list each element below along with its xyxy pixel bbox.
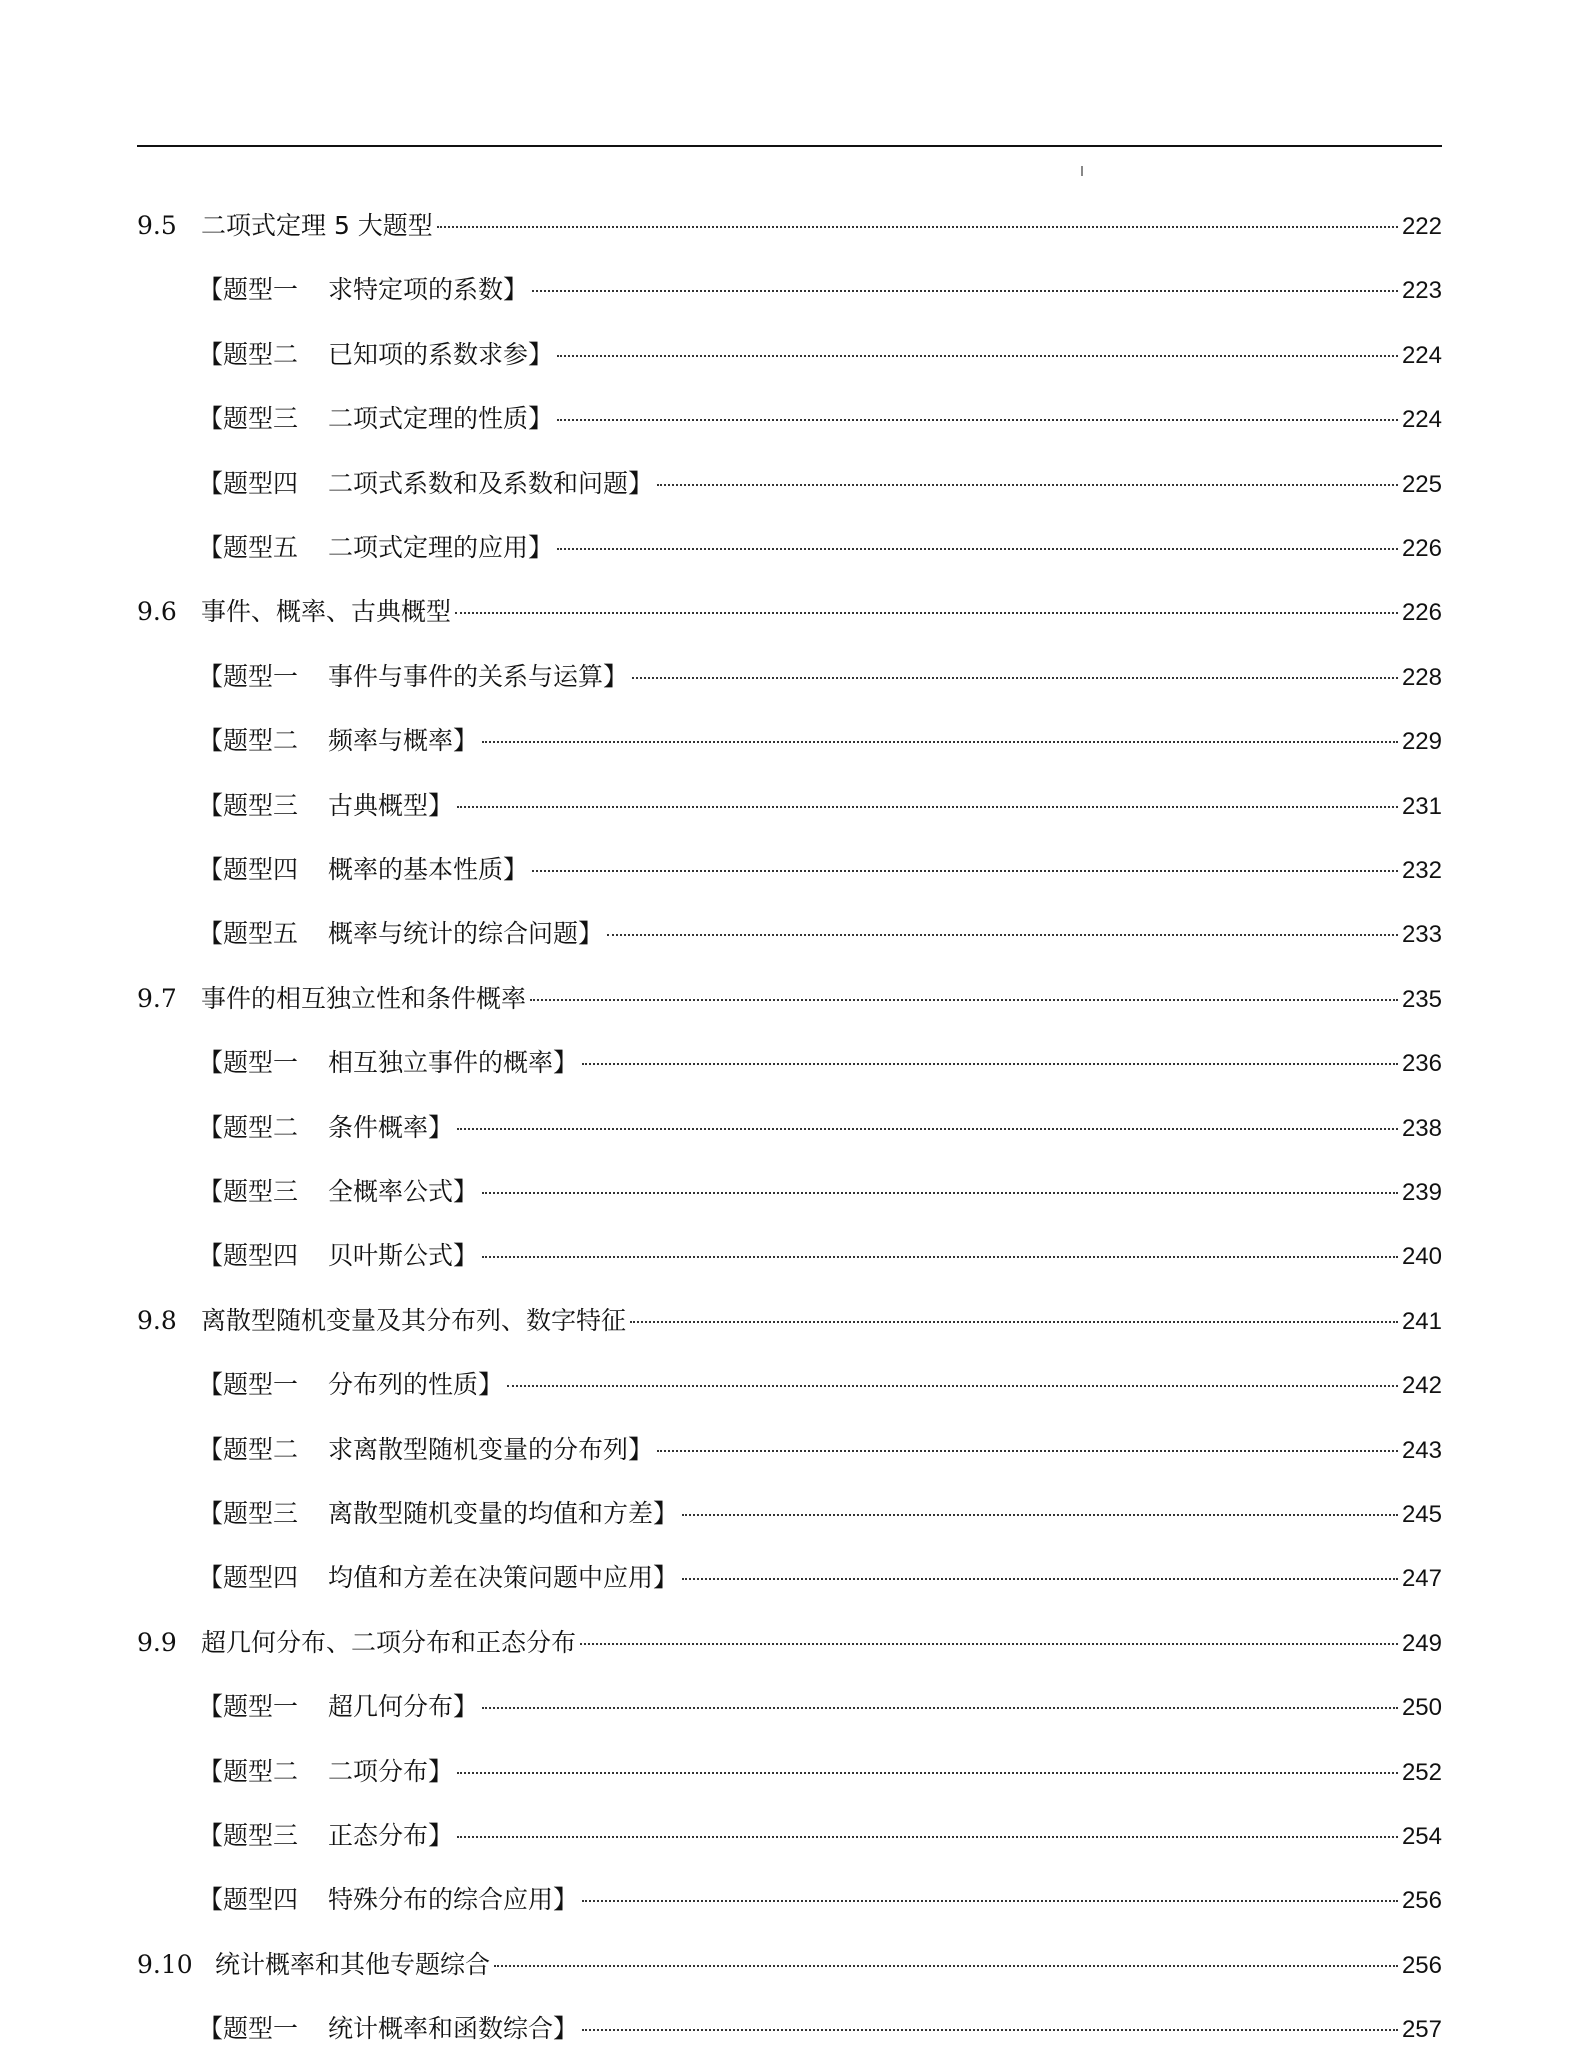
page-number: 226 — [1401, 599, 1442, 627]
dot-leader — [582, 1900, 1398, 1902]
section-number: 9.8 — [137, 1305, 177, 1335]
question-type-label: 【题型三 — [198, 790, 299, 820]
entry-title: 分布列的性质】 — [328, 1370, 504, 1400]
entry-title: 求特定项的系数】 — [328, 275, 529, 305]
toc-subsection-entry[interactable] — [198, 786, 1442, 826]
toc-subsection-entry[interactable] — [198, 1172, 1442, 1212]
question-type-label: 【题型三 — [198, 1821, 299, 1850]
entry-title: 事件的相互独立性和条件概率 — [201, 983, 527, 1013]
entry-title: 已知项的系数求参】 — [328, 339, 554, 369]
page-number: 223 — [1401, 277, 1442, 305]
dot-leader — [482, 741, 1398, 743]
entry-title: 概率与统计的综合问题】 — [328, 919, 604, 949]
dot-leader — [457, 1836, 1398, 1838]
dot-leader — [630, 1321, 1398, 1323]
section-number: 9.5 — [137, 211, 177, 240]
dot-leader — [457, 1772, 1398, 1774]
toc-subsection-entry[interactable] — [198, 914, 1442, 954]
header-rule — [137, 145, 1442, 147]
question-type-label: 【题型三 — [198, 404, 299, 434]
entry-title: 特殊分布的综合应用】 — [328, 1885, 579, 1915]
question-type-label: 【题型一 — [198, 1692, 299, 1722]
dot-leader — [657, 484, 1398, 486]
question-type-label: 【题型四 — [198, 1885, 299, 1915]
toc-subsection-entry[interactable] — [198, 1043, 1442, 1083]
question-type-label: 【题型一 — [198, 1370, 299, 1400]
toc-subsection-entry[interactable] — [198, 1430, 1442, 1470]
page-number: 232 — [1401, 857, 1442, 884]
toc-section-entry[interactable] — [137, 592, 1442, 632]
toc-section-entry[interactable] — [137, 1945, 1442, 1985]
toc-subsection-entry[interactable] — [198, 1558, 1442, 1598]
section-number: 9.7 — [137, 983, 177, 1013]
entry-title: 频率与概率】 — [328, 726, 479, 756]
dot-leader — [682, 1578, 1398, 1580]
question-type-label: 【题型四 — [198, 1563, 299, 1593]
entry-title: 条件概率】 — [328, 1112, 454, 1142]
dot-leader — [482, 1256, 1398, 1258]
question-type-label: 【题型四 — [198, 468, 299, 498]
toc-subsection-entry[interactable] — [198, 1816, 1442, 1856]
toc-subsection-entry[interactable] — [198, 1752, 1442, 1792]
dot-leader — [437, 226, 1398, 228]
dot-leader — [457, 806, 1398, 808]
page-number: 228 — [1401, 663, 1442, 691]
toc-subsection-entry[interactable] — [198, 1494, 1442, 1534]
entry-title: 概率的基本性质】 — [328, 855, 529, 884]
page-number: 249 — [1401, 1629, 1442, 1657]
page-number: 226 — [1401, 535, 1442, 562]
entry-title: 统计概率和其他专题综合 — [215, 1949, 491, 1979]
dot-leader — [580, 1643, 1398, 1645]
toc-subsection-entry[interactable] — [198, 721, 1442, 761]
question-type-label: 【题型五 — [198, 533, 299, 562]
question-type-label: 【题型二 — [198, 726, 299, 756]
section-number: 9.9 — [137, 1627, 177, 1657]
toc-subsection-entry[interactable] — [198, 1687, 1442, 1727]
entry-title: 二项分布】 — [328, 1756, 454, 1786]
entry-title: 超几何分布、二项分布和正态分布 — [201, 1627, 577, 1657]
cursor-mark — [1081, 166, 1083, 176]
dot-leader — [494, 1965, 1398, 1967]
entry-title: 相互独立事件的概率】 — [328, 1048, 579, 1078]
page-number: 239 — [1401, 1179, 1442, 1206]
toc-subsection-entry[interactable] — [198, 1365, 1442, 1405]
question-type-label: 【题型一 — [198, 1048, 299, 1078]
toc-section-entry[interactable] — [137, 979, 1442, 1019]
entry-title: 二项式定理 5 大题型 — [201, 211, 433, 240]
question-type-label: 【题型三 — [198, 1499, 299, 1528]
section-number: 9.6 — [137, 597, 177, 627]
page-number: 254 — [1401, 1823, 1442, 1850]
section-number: 9.10 — [137, 1949, 193, 1979]
toc-subsection-entry[interactable] — [198, 464, 1442, 504]
question-type-label: 【题型二 — [198, 1112, 299, 1142]
question-type-label: 【题型四 — [198, 855, 299, 884]
dot-leader — [532, 290, 1398, 292]
page-number: 245 — [1401, 1501, 1442, 1528]
entry-title: 超几何分布】 — [328, 1692, 479, 1722]
toc-section-entry[interactable] — [137, 1623, 1442, 1663]
question-type-label: 【题型三 — [198, 1177, 299, 1206]
toc-subsection-entry[interactable] — [198, 399, 1442, 439]
page-number: 241 — [1401, 1307, 1442, 1335]
page-number: 240 — [1401, 1243, 1442, 1271]
page-number: 256 — [1401, 1951, 1442, 1979]
entry-title: 统计概率和函数综合】 — [328, 2014, 579, 2044]
page-number: 242 — [1401, 1372, 1442, 1400]
entry-title: 均值和方差在决策问题中应用】 — [328, 1563, 679, 1593]
entry-title: 离散型随机变量及其分布列、数字特征 — [201, 1305, 627, 1335]
entry-title: 全概率公式】 — [328, 1177, 479, 1206]
entry-title: 贝叶斯公式】 — [328, 1241, 479, 1271]
toc-subsection-entry[interactable] — [198, 850, 1442, 890]
entry-title: 离散型随机变量的均值和方差】 — [328, 1499, 679, 1528]
toc-section-entry[interactable] — [137, 1301, 1442, 1341]
entry-title: 二项式系数和及系数和问题】 — [328, 468, 654, 498]
dot-leader — [455, 612, 1398, 614]
question-type-label: 【题型五 — [198, 919, 299, 949]
toc-subsection-entry[interactable] — [198, 657, 1442, 697]
page-number: 250 — [1401, 1694, 1442, 1722]
page-number: 222 — [1401, 213, 1442, 240]
page-number: 229 — [1401, 728, 1442, 756]
toc-subsection-entry[interactable] — [198, 1236, 1442, 1276]
dot-leader — [657, 1450, 1398, 1452]
page-number: 252 — [1401, 1758, 1442, 1786]
dot-leader — [457, 1128, 1398, 1130]
dot-leader — [582, 2029, 1398, 2031]
question-type-label: 【题型一 — [198, 661, 299, 691]
page-number: 225 — [1401, 470, 1442, 498]
page-number: 238 — [1401, 1114, 1442, 1142]
entry-title: 事件与事件的关系与运算】 — [328, 661, 629, 691]
entry-title: 求离散型随机变量的分布列】 — [328, 1434, 654, 1464]
entry-title: 二项式定理的应用】 — [328, 533, 554, 562]
entry-title: 古典概型】 — [328, 790, 454, 820]
page-number: 233 — [1401, 921, 1442, 949]
dot-leader — [632, 677, 1398, 679]
entry-title: 正态分布】 — [328, 1821, 454, 1850]
entry-title: 二项式定理的性质】 — [328, 404, 554, 434]
question-type-label: 【题型一 — [198, 2014, 299, 2044]
question-type-label: 【题型二 — [198, 339, 299, 369]
page-number: 256 — [1401, 1887, 1442, 1915]
page-number: 235 — [1401, 985, 1442, 1013]
dot-leader — [582, 1063, 1398, 1065]
toc-subsection-entry[interactable] — [198, 528, 1442, 568]
page-number: 247 — [1401, 1565, 1442, 1593]
dot-leader — [482, 1192, 1398, 1194]
toc-subsection-entry[interactable] — [198, 1108, 1442, 1148]
page-number: 231 — [1401, 792, 1442, 820]
dot-leader — [607, 934, 1398, 936]
toc-subsection-entry[interactable] — [198, 1880, 1442, 1920]
question-type-label: 【题型一 — [198, 275, 299, 305]
dot-leader — [507, 1385, 1398, 1387]
dot-leader — [530, 999, 1398, 1001]
toc-subsection-entry[interactable] — [198, 335, 1442, 375]
page-number: 257 — [1401, 2016, 1442, 2044]
question-type-label: 【题型二 — [198, 1434, 299, 1464]
dot-leader — [482, 1707, 1398, 1709]
dot-leader — [682, 1514, 1398, 1516]
question-type-label: 【题型二 — [198, 1756, 299, 1786]
dot-leader — [557, 548, 1398, 550]
page-number: 243 — [1401, 1436, 1442, 1464]
dot-leader — [532, 870, 1398, 872]
question-type-label: 【题型四 — [198, 1241, 299, 1271]
toc-section-entry[interactable] — [137, 206, 1442, 246]
page-number: 236 — [1401, 1050, 1442, 1078]
page-number: 224 — [1401, 406, 1442, 434]
toc-subsection-entry[interactable] — [198, 2009, 1442, 2049]
page-number: 224 — [1401, 341, 1442, 369]
toc-subsection-entry[interactable] — [198, 270, 1442, 310]
dot-leader — [557, 355, 1398, 357]
dot-leader — [557, 419, 1398, 421]
entry-title: 事件、概率、古典概型 — [201, 597, 452, 627]
